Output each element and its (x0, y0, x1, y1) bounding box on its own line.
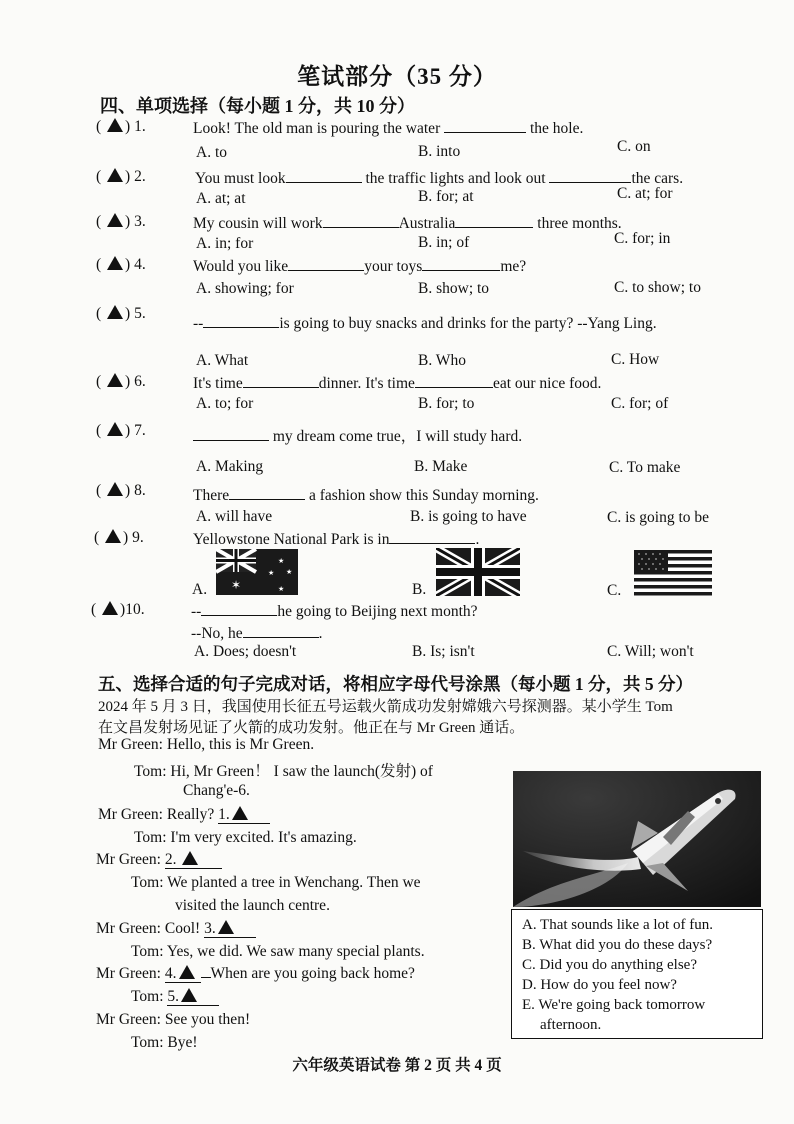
answer-triangle-icon (218, 920, 234, 934)
answer-blank[interactable] (549, 168, 631, 183)
question-stem: -- he going to Beijing next month? (191, 603, 478, 620)
svg-text:★: ★ (278, 557, 285, 565)
dialogue-line: Mr Green: Hello, this is Mr Green. (98, 736, 315, 753)
answer-blank[interactable] (203, 313, 279, 328)
option-b[interactable]: B. Is; isn't (412, 643, 475, 660)
option-b[interactable]: B. Who (418, 352, 466, 369)
option-c[interactable]: C. (607, 582, 622, 599)
option-a[interactable]: A. showing; for (196, 280, 294, 297)
answer-blank[interactable] (201, 601, 277, 616)
answer-choices-box (511, 909, 763, 1039)
australia-flag-icon[interactable] (216, 549, 298, 595)
option-c[interactable]: C. for; in (614, 230, 671, 247)
option-c[interactable]: C. To make (609, 459, 681, 476)
answer-triangle-icon (107, 373, 123, 387)
answer-triangle-icon (105, 529, 121, 543)
answer-blank[interactable] (455, 213, 533, 228)
svg-text:★: ★ (268, 569, 275, 577)
choice-c[interactable]: C. Did you do anything else? (522, 957, 697, 973)
option-b[interactable]: B. into (418, 143, 461, 160)
dialogue-blank-4[interactable]: 4. (165, 965, 201, 983)
option-b[interactable]: B. for; at (418, 188, 474, 205)
option-c[interactable]: C. Will; won't (607, 643, 694, 660)
answer-paren[interactable]: ( (96, 213, 125, 230)
question-stem: Would you like your toys me? (193, 258, 527, 275)
option-a[interactable]: A. to (196, 144, 227, 161)
option-a[interactable]: A. to; for (196, 395, 254, 412)
question-2: ( ) 2. (96, 168, 146, 185)
dialogue-line: Mr Green: Really? 1. (98, 806, 270, 824)
svg-text:★: ★ (286, 568, 293, 576)
question-10: ( )10. (91, 601, 145, 618)
answer-blank[interactable] (323, 213, 399, 228)
question-3: ( ) 3. (96, 213, 146, 230)
question-stem: It's time dinner. It's time eat our nice food. (193, 375, 602, 392)
answer-triangle-icon (107, 422, 123, 436)
answer-triangle-icon (107, 482, 123, 496)
answer-blank[interactable] (243, 623, 319, 638)
question-stem: my dream come true，I will study hard. (193, 424, 522, 446)
question-6: ( ) 6. (96, 373, 146, 390)
answer-blank[interactable] (444, 118, 526, 133)
option-c[interactable]: C. at; for (617, 185, 673, 202)
answer-paren[interactable]: ( (94, 529, 123, 546)
section-5-intro: 2024 年 5 月 3 日，我国使用长征五号运载火箭成功发射嫦娥六号探测器。某小学生 Tom (98, 699, 673, 715)
option-a[interactable]: A. will have (196, 508, 273, 525)
question-stem: -- is going to buy snacks and drinks for the party? --Yang Ling. (193, 315, 657, 332)
option-a[interactable]: A. Does; doesn't (194, 643, 297, 660)
dialogue-line: visited the launch centre. (175, 897, 330, 914)
option-b[interactable]: B. in; of (418, 234, 470, 251)
answer-triangle-icon (107, 305, 123, 319)
dialogue-line: Tom: Hi, Mr Green！ I saw the launch(发射) of (134, 763, 433, 780)
option-c[interactable]: C. How (611, 351, 660, 368)
dialogue-line: Mr Green: Cool! 3. (96, 920, 256, 938)
answer-paren[interactable]: ( (96, 482, 125, 499)
answer-triangle-icon (102, 601, 118, 615)
option-a[interactable]: A. at; at (196, 190, 246, 207)
answer-blank[interactable] (193, 426, 269, 441)
dialogue-line: Mr Green: 2. (96, 851, 222, 869)
dialogue-blank-2[interactable]: 2. (165, 851, 223, 869)
union-jack-canton (216, 549, 256, 572)
answer-blank[interactable] (288, 256, 364, 271)
answer-paren[interactable]: ( (96, 256, 125, 273)
answer-paren[interactable]: ( (96, 168, 125, 185)
choice-e[interactable]: E. We're going back tomorrow (522, 997, 706, 1013)
dialogue-line: Tom: Bye! (131, 1034, 198, 1051)
dialogue-line: Mr Green: See you then! (96, 1011, 251, 1028)
section-5-intro-line2: 在文昌发射场见证了火箭的成功发射。他正在与 Mr Green 通话。 (98, 720, 525, 736)
choice-e-continued: afternoon. (540, 1017, 602, 1033)
choice-b[interactable]: B. What did you do these days? (522, 937, 713, 953)
dialogue-line: Tom: We planted a tree in Wenchang. Then we (131, 874, 421, 891)
answer-triangle-icon (232, 806, 248, 820)
question-stem: Yellowstone National Park is in . (193, 531, 480, 548)
answer-triangle-icon (107, 213, 123, 227)
svg-text:✶: ✶ (230, 578, 242, 592)
option-b[interactable]: B. is going to have (410, 508, 527, 525)
uk-flag-icon[interactable] (436, 548, 520, 596)
answer-blank[interactable] (389, 529, 475, 544)
answer-triangle-icon (107, 256, 123, 270)
answer-blank[interactable] (415, 373, 493, 388)
choice-d[interactable]: D. How do you feel now? (522, 977, 677, 993)
answer-blank[interactable] (243, 373, 319, 388)
question-8: ( ) 8. (96, 482, 146, 499)
answer-paren[interactable]: ( (91, 601, 120, 618)
question-1: ( ) 1. (96, 118, 146, 135)
option-b[interactable]: B. for; to (418, 395, 475, 412)
answer-triangle-icon (181, 988, 197, 1002)
answer-triangle-icon (179, 965, 195, 979)
option-c[interactable]: C. for; of (611, 395, 669, 412)
answer-paren[interactable]: ( (96, 373, 125, 390)
answer-triangle-icon (182, 851, 198, 865)
question-stem: There a fashion show this Sunday morning. (193, 487, 539, 504)
answer-blank[interactable] (422, 256, 500, 271)
page-footer: 六年级英语试卷 第 2 页 共 4 页 (292, 1057, 502, 1074)
question-stem: My cousin will work Australia three months. (193, 215, 622, 232)
option-a[interactable]: A. What (196, 352, 249, 369)
dialogue-blank-5[interactable]: 5. (167, 988, 219, 1006)
question-stem: You must look the traffic lights and look out the cars. (195, 170, 684, 187)
dialogue-line: Tom: 5. (131, 988, 219, 1006)
option-a[interactable]: A. in; for (196, 235, 254, 252)
rocket-launch-image (513, 771, 761, 907)
choice-a[interactable]: A. That sounds like a lot of fun. (522, 917, 713, 933)
option-b[interactable]: B. show; to (418, 280, 490, 297)
question-7: ( ) 7. (96, 422, 146, 439)
answer-triangle-icon (107, 118, 123, 132)
option-b[interactable]: B. (412, 581, 427, 598)
dialogue-blank-3[interactable]: 3. (204, 920, 256, 938)
answer-paren[interactable]: ( (96, 118, 125, 135)
option-b[interactable]: B. Make (414, 458, 468, 475)
dialogue-line: Tom: Yes, we did. We saw many special plants. (131, 943, 425, 960)
dialogue-line: Tom: I'm very excited. It's amazing. (134, 829, 357, 846)
option-c[interactable]: C. on (617, 138, 651, 155)
question-stem: Look! The old man is pouring the water the hole. (193, 120, 584, 137)
option-a[interactable]: A. Making (196, 458, 264, 475)
svg-text:★: ★ (278, 585, 285, 593)
answer-triangle-icon (107, 168, 123, 182)
dialogue-line: Chang'e-6. (183, 782, 250, 799)
dialogue-line: Mr Green: 4. When are you going back home? (96, 965, 415, 982)
question-9: ( ) 9. (94, 529, 144, 546)
section-5-heading: 五、选择合适的句子完成对话，将相应字母代号涂黑（每小题 1 分，共 5 分） (98, 674, 693, 694)
option-c[interactable]: C. to show; to (614, 279, 701, 296)
option-a[interactable]: A. (192, 581, 208, 598)
answer-blank[interactable] (229, 485, 305, 500)
question-stem-line2: --No, he . (191, 625, 323, 642)
question-4: ( ) 4. (96, 256, 146, 273)
page-title: 笔试部分（35 分） (297, 64, 497, 89)
usa-flag-icon[interactable] (634, 550, 712, 596)
answer-blank[interactable] (286, 168, 362, 183)
option-c[interactable]: C. is going to be (607, 509, 710, 526)
question-5: ( ) 5. (96, 305, 146, 322)
answer-paren[interactable]: ( (96, 422, 125, 439)
answer-paren[interactable]: ( (96, 305, 125, 322)
section-4-heading: 四、单项选择（每小题 1 分，共 10 分） (100, 96, 415, 116)
dialogue-blank-1[interactable]: 1. (218, 806, 270, 824)
